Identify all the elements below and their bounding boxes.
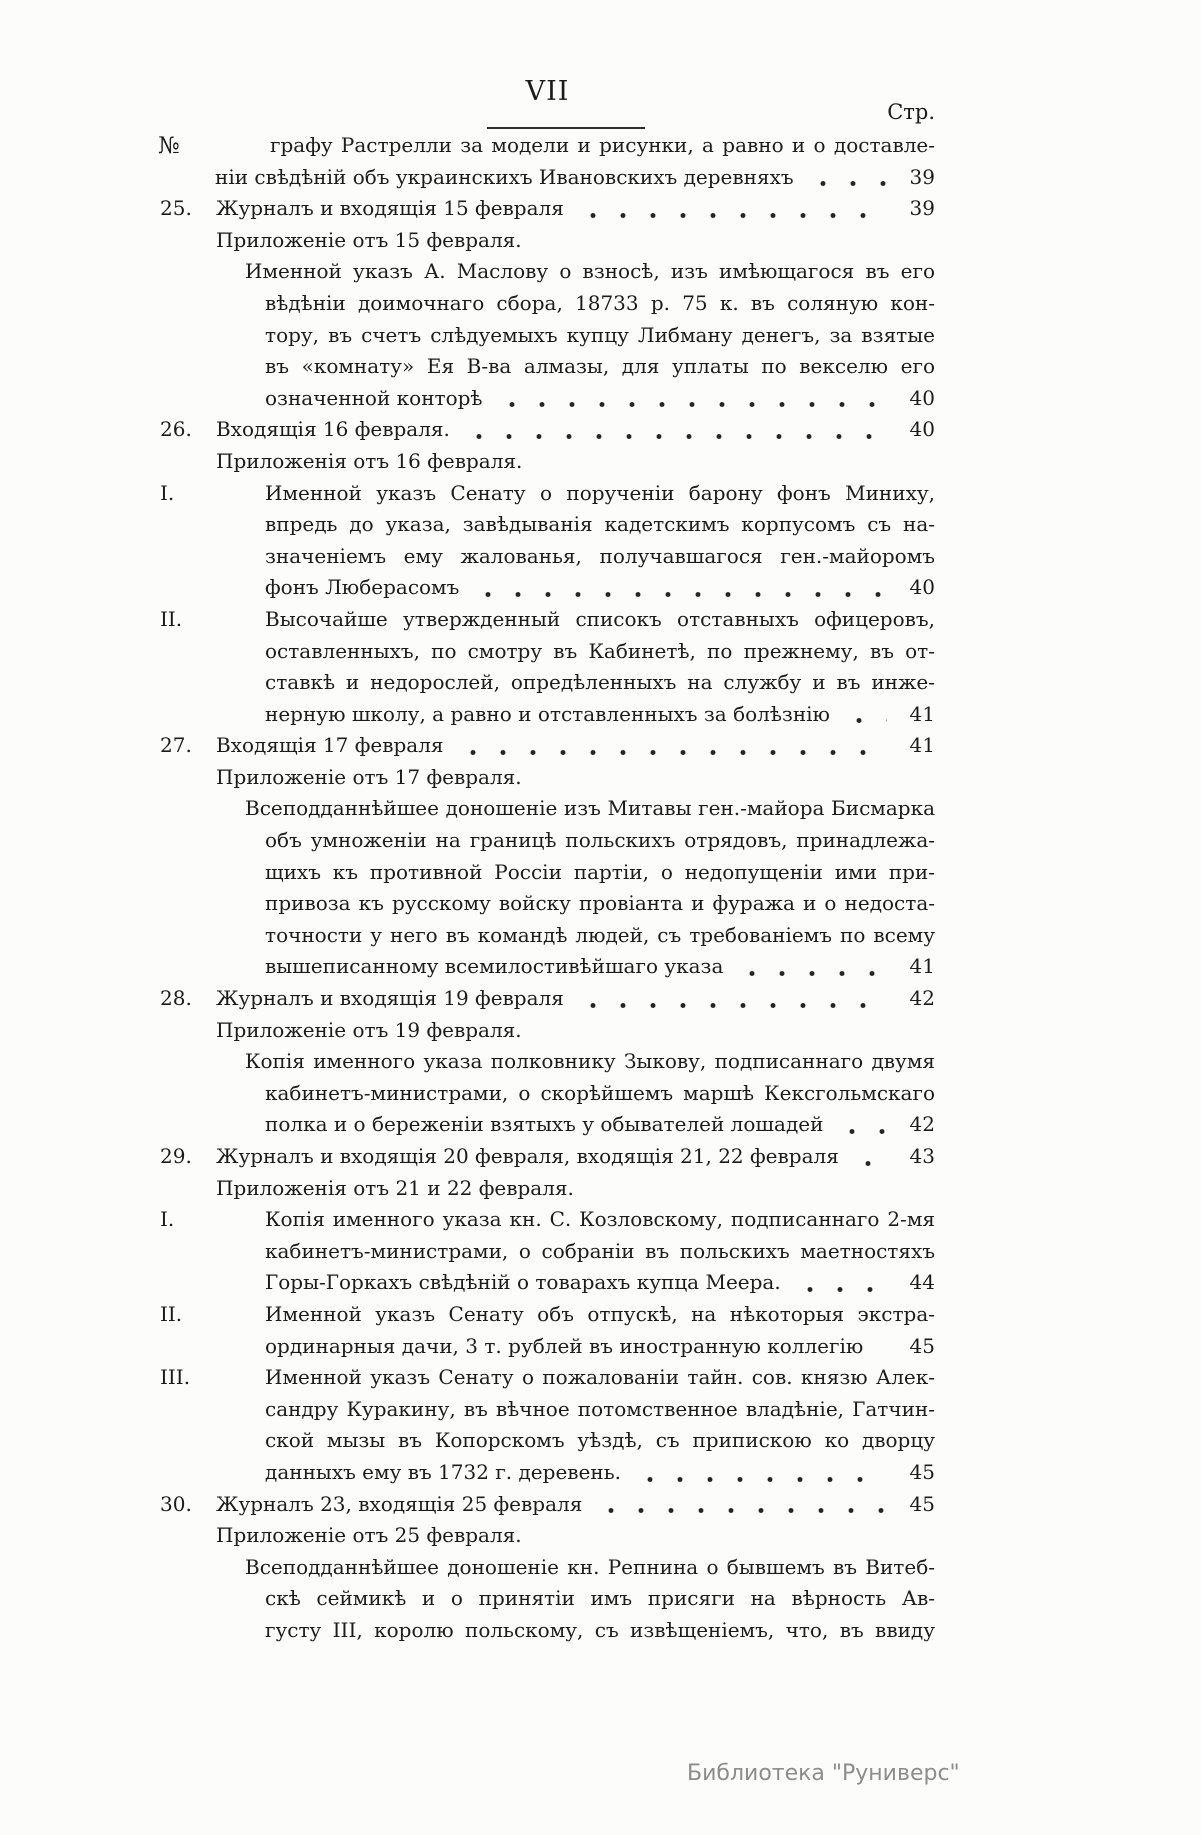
toc-subentry: I. Копія именного указа кн. С. Козловскому, подписаннаго 2-мя bbox=[160, 1204, 935, 1236]
toc-line: щихъ къ противной Россіи партіи, о недопущеніи ими при- bbox=[265, 859, 935, 884]
library-watermark: Библиотека "Руниверс" bbox=[687, 1761, 960, 1786]
toc-line: Всеподданнѣйшее доношеніе кн. Репнина о бывшемъ въ Витеб- bbox=[245, 1554, 935, 1579]
header-rule bbox=[487, 127, 645, 129]
toc-line: оставленныхъ, по смотру въ Кабинетѣ, по прежнему, въ от- bbox=[265, 638, 935, 663]
entry-number: 26. bbox=[160, 417, 192, 442]
toc-line: ской мызы въ Копорскомъ уѣздѣ, съ припискою ко дворцу bbox=[265, 1428, 935, 1453]
toc-line: привоза къ русскому войску провіанта и фуража и о недоста- bbox=[265, 891, 935, 916]
toc-line: данныхъ ему въ 1732 г. деревень. 45 bbox=[160, 1457, 935, 1489]
page-ref: 40 bbox=[909, 385, 935, 410]
entry-number: 30. bbox=[160, 1491, 192, 1516]
toc-line: Копія именного указа полковнику Зыкову, подписаннаго двумя bbox=[245, 1049, 935, 1074]
toc-line: тору, въ счетъ слѣдуемыхъ купцу Либману денегъ, за взятые bbox=[265, 322, 935, 347]
toc-line: Всеподданнѣйшее доношеніе изъ Митавы ген.-майора Бисмарка bbox=[245, 796, 935, 821]
column-header-number: № bbox=[158, 133, 180, 159]
toc-line: Именной указъ А. Маслову о взносѣ, изъ имѣющагося въ его bbox=[245, 259, 935, 284]
column-header-page: Стр. bbox=[887, 100, 935, 124]
toc-line: графу Растрелли за модели и рисунки, а равно и о доставле- bbox=[270, 133, 935, 157]
toc-line: сандру Куракину, въ вѣчное потомственное владѣніе, Гатчин- bbox=[265, 1396, 935, 1421]
page-ref: 41 bbox=[909, 733, 935, 758]
page-ref: 39 bbox=[909, 196, 935, 221]
toc-line: объ умноженіи на границѣ польскихъ отрядовъ, принадлежа- bbox=[265, 828, 935, 853]
toc-entry: 29. Журналъ и входящія 20 февраля, входящія 21, 22 февраля 43 bbox=[160, 1141, 935, 1173]
dot-leader bbox=[471, 591, 887, 598]
roman-numeral: II. bbox=[160, 606, 183, 631]
page-ref: 43 bbox=[909, 1144, 935, 1168]
toc-entry: 28. Журналъ и входящія 19 февраля 42 bbox=[160, 983, 935, 1015]
dot-leader bbox=[793, 1286, 887, 1293]
toc-line: скѣ сеймикѣ и о принятіи имъ присяги на вѣрность Ав- bbox=[265, 1586, 935, 1611]
toc-line: вышеписанному всемилостивѣйшаго указа 41 bbox=[160, 951, 935, 983]
toc-body bbox=[160, 130, 935, 1647]
toc-line: Приложеніе отъ 15 февраля. bbox=[216, 227, 522, 252]
roman-numeral: II. bbox=[160, 1301, 183, 1326]
entry-number: 28. bbox=[160, 986, 192, 1011]
toc-line: значеніемъ ему жалованья, получавшагося ген.-майоромъ bbox=[265, 543, 935, 568]
dot-leader bbox=[633, 1476, 887, 1483]
dot-leader bbox=[576, 1002, 887, 1009]
page-ref: 40 bbox=[909, 417, 935, 442]
dot-leader bbox=[735, 970, 887, 977]
dot-leader bbox=[842, 717, 887, 724]
toc-line: ставкѣ и недорослей, опредѣленныхъ на службу и въ инже- bbox=[265, 670, 935, 695]
toc-subentry: III. Именной указъ Сенату о пожалованіи тайн. сов. князю Алек- bbox=[160, 1362, 935, 1394]
dot-leader bbox=[462, 433, 887, 440]
page-ref: 41 bbox=[909, 954, 935, 979]
toc-entry: 25. Журналъ и входящія 15 февраля 39 bbox=[160, 193, 935, 225]
page-ref: 39 bbox=[909, 164, 935, 189]
page-ref: 45 bbox=[909, 1491, 935, 1516]
toc-line: Приложеніе отъ 19 февраля. bbox=[216, 1017, 522, 1042]
page-ref: 42 bbox=[909, 1112, 935, 1137]
toc-entry: 27. Входящія 17 февраля 41 bbox=[160, 730, 935, 762]
dot-leader bbox=[806, 180, 887, 187]
toc-line: въ «комнату» Ея В-ва алмазы, для уплаты по векселю его bbox=[265, 354, 935, 379]
dot-leader bbox=[851, 1160, 887, 1167]
dot-leader bbox=[875, 1349, 887, 1356]
toc-line: полка и о береженіи взятыхъ у обывателей лошадей 42 bbox=[160, 1109, 935, 1141]
dot-leader bbox=[594, 1507, 887, 1514]
toc-line: нерную школу, а равно и отставленныхъ за болѣзнію 41 bbox=[160, 699, 935, 731]
entry-number: 29. bbox=[160, 1144, 192, 1168]
toc-line: густу III, королю польскому, съ извѣщеніемъ, что, въ ввиду bbox=[265, 1617, 935, 1642]
toc-entry: 26. Входящія 16 февраля. 40 bbox=[160, 414, 935, 446]
toc-line: кабинетъ-министрами, о скорѣйшемъ маршѣ Кексгольмскаго bbox=[265, 1080, 935, 1105]
toc-line: Горы-Горкахъ свѣдѣній о товарахъ купца Меера. 44 bbox=[160, 1267, 935, 1299]
page-ref: 40 bbox=[909, 575, 935, 600]
toc-line: означенной конторѣ 40 bbox=[160, 383, 935, 415]
page-ref: 44 bbox=[909, 1270, 935, 1295]
dot-leader bbox=[835, 1128, 887, 1135]
page-number-roman: VII bbox=[525, 76, 570, 107]
dot-leader bbox=[495, 401, 888, 408]
dot-leader bbox=[456, 749, 887, 756]
toc-subentry: I. Именной указъ Сенату о порученіи барону фонъ Миниху, bbox=[160, 478, 935, 510]
entry-number: 27. bbox=[160, 733, 192, 758]
toc-line: Приложенія отъ 21 и 22 февраля. bbox=[216, 1175, 574, 1200]
roman-numeral: I. bbox=[160, 1207, 175, 1232]
toc-subentry: II. Высочайше утвержденный списокъ отставныхъ офицеровъ, bbox=[160, 604, 935, 636]
toc-line: ніи свѣдѣній объ украинскихъ Ивановскихъ деревняхъ 39 bbox=[160, 162, 935, 194]
roman-numeral: III. bbox=[160, 1365, 191, 1390]
page-ref: 45 bbox=[909, 1333, 935, 1358]
toc-subentry: II. Именной указъ Сенату объ отпускѣ, на нѣкоторыя экстра- bbox=[160, 1299, 935, 1331]
entry-number: 25. bbox=[160, 196, 192, 221]
page-ref: 45 bbox=[909, 1459, 935, 1484]
roman-numeral: I. bbox=[160, 480, 175, 505]
toc-line: фонъ Люберасомъ 40 bbox=[160, 572, 935, 604]
dot-leader bbox=[576, 212, 887, 219]
toc-line: Приложеніе отъ 25 февраля. bbox=[216, 1523, 522, 1548]
toc-line: кабинетъ-министрами, о собраніи въ польскихъ маетностяхъ bbox=[265, 1238, 935, 1263]
toc-line: точности у него въ командѣ людей, съ требованіемъ по всему bbox=[265, 922, 935, 947]
toc-line: Приложенія отъ 16 февраля. bbox=[216, 448, 523, 473]
page-ref: 42 bbox=[909, 986, 935, 1011]
toc-line: вѣдѣніи доимочнаго сбора, 18733 р. 75 к. въ соляную кон- bbox=[265, 290, 935, 315]
toc-line: ординарныя дачи, 3 т. рублей въ иностранную коллегію 45 bbox=[160, 1331, 935, 1363]
toc-line: впредь до указа, завѣдыванія кадетскимъ корпусомъ съ на- bbox=[265, 512, 935, 537]
toc-entry: 30. Журналъ 23, входящія 25 февраля 45 bbox=[160, 1489, 935, 1521]
page-ref: 41 bbox=[909, 701, 935, 726]
toc-line: Приложеніе отъ 17 февраля. bbox=[216, 764, 522, 789]
